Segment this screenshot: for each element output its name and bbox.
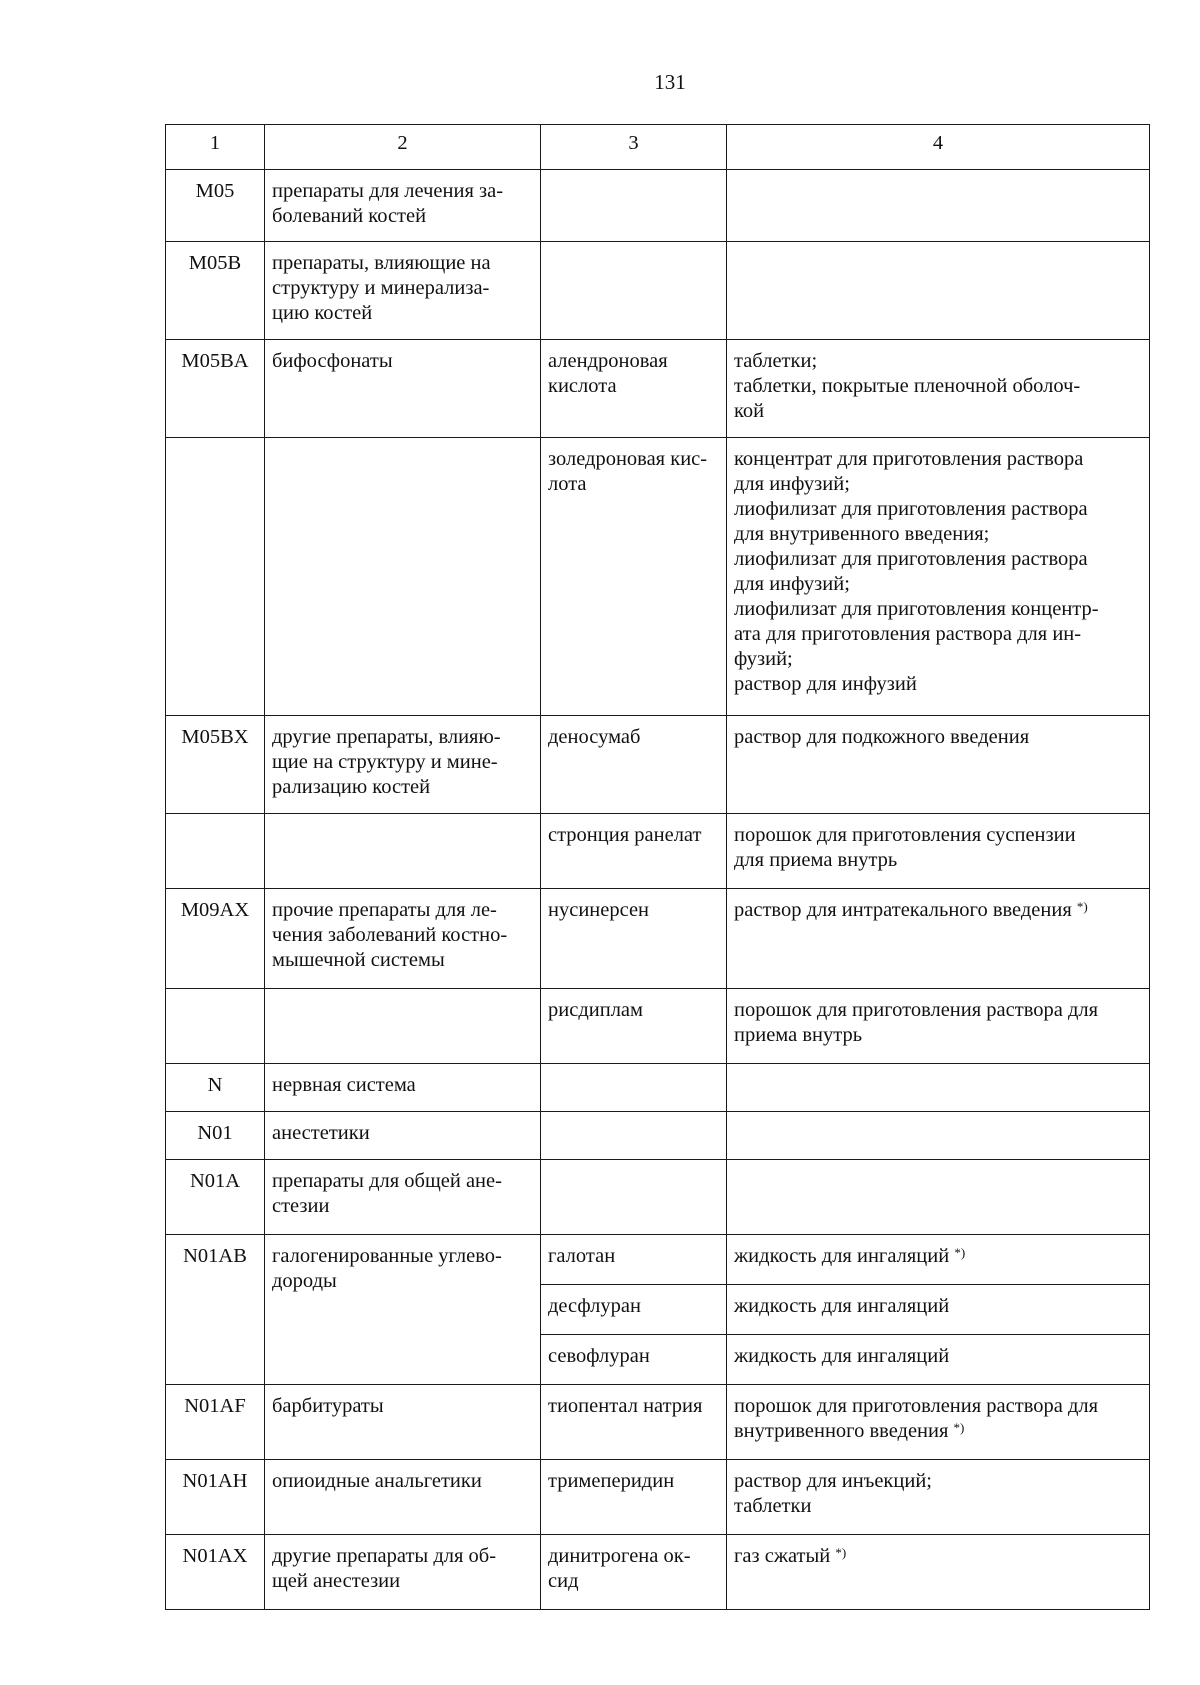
drug-name-cell: деносумаб bbox=[541, 716, 727, 814]
drug-name-cell bbox=[541, 1160, 727, 1235]
dosage-form: раствор для инъекций; bbox=[734, 1470, 932, 1492]
dosage-form: таблетки; bbox=[734, 350, 818, 372]
group-name-cell: препараты для общей ане- стезии bbox=[265, 1160, 541, 1235]
atc-code-cell: N01AH bbox=[166, 1460, 265, 1535]
dosage-form-text: раствор для интратекального введения bbox=[734, 899, 1072, 921]
table-row bbox=[166, 889, 1150, 989]
dosage-forms-cell bbox=[727, 989, 1150, 1064]
dosage-form bbox=[734, 1544, 1142, 1569]
drug-name-cell: алендроновая кислота bbox=[541, 340, 727, 438]
table-row bbox=[166, 438, 1150, 716]
dosage-forms-cell bbox=[727, 1160, 1150, 1235]
table-row bbox=[166, 242, 1150, 340]
dosage-form: лиофилизат для приготовления концентр- ата для приготовления раствора для ин- фузий; bbox=[734, 598, 1099, 670]
drug-name-cell bbox=[541, 242, 727, 340]
atc-code-cell: N01A bbox=[166, 1160, 265, 1235]
atc-code-cell: M05B bbox=[166, 242, 265, 340]
group-name-cell: нервная система bbox=[265, 1064, 541, 1112]
drug-name-cell: рисдиплам bbox=[541, 989, 727, 1064]
drug-name-cell: тиопентал натрия bbox=[541, 1385, 727, 1460]
drug-name-cell bbox=[541, 170, 727, 242]
group-name-cell bbox=[265, 989, 541, 1064]
atc-code-cell: M05 bbox=[166, 170, 265, 242]
group-name-cell: другие препараты, влияю- щие на структуру и мине- рализацию костей bbox=[265, 716, 541, 814]
column-header-1: 1 bbox=[166, 125, 265, 170]
atc-code-cell: N bbox=[166, 1064, 265, 1112]
atc-code-cell: N01 bbox=[166, 1112, 265, 1160]
footnote-mark: *) bbox=[835, 1545, 847, 1560]
dosage-forms-cell bbox=[727, 1460, 1150, 1535]
dosage-forms-cell bbox=[727, 242, 1150, 340]
dosage-forms-cell bbox=[727, 1235, 1150, 1285]
table-row bbox=[166, 340, 1150, 438]
drug-name-cell bbox=[541, 1064, 727, 1112]
column-header-2: 2 bbox=[265, 125, 541, 170]
drug-name-cell: десфлуран bbox=[541, 1285, 727, 1335]
dosage-form: порошок для приготовления суспензии для приема внутрь bbox=[734, 824, 1076, 871]
table-row bbox=[166, 716, 1150, 814]
dosage-form: лиофилизат для приготовления раствора для внутривенного введения; bbox=[734, 498, 1088, 545]
dosage-forms-cell bbox=[727, 1335, 1150, 1385]
drug-name-cell: стронция ранелат bbox=[541, 814, 727, 889]
atc-code-cell: M05BX bbox=[166, 716, 265, 814]
drug-classification-table bbox=[165, 124, 1150, 1610]
dosage-form-text: газ сжатый bbox=[734, 1545, 831, 1567]
dosage-forms-cell bbox=[727, 170, 1150, 242]
footnote-mark: *) bbox=[954, 1245, 966, 1260]
atc-code-cell: N01AF bbox=[166, 1385, 265, 1460]
table-row bbox=[166, 989, 1150, 1064]
column-header-3: 3 bbox=[541, 125, 727, 170]
dosage-forms-cell bbox=[727, 889, 1150, 989]
dosage-forms-cell bbox=[727, 1064, 1150, 1112]
dosage-forms-cell bbox=[727, 1112, 1150, 1160]
dosage-form: концентрат для приготовления раствора для инфузий; bbox=[734, 448, 1084, 495]
atc-code-cell: M05BA bbox=[166, 340, 265, 438]
group-name-cell: галогенированные углево- дороды bbox=[265, 1235, 541, 1385]
drug-name-cell: динитрогена ок- сид bbox=[541, 1535, 727, 1610]
group-name-cell: прочие препараты для ле- чения заболеваний костно- мышечной системы bbox=[265, 889, 541, 989]
table-row bbox=[166, 1385, 1150, 1460]
dosage-form bbox=[734, 1244, 1142, 1269]
page-number: 131 bbox=[654, 70, 686, 94]
group-name-cell: другие препараты для об- щей анестезии bbox=[265, 1535, 541, 1610]
group-name-cell: анестетики bbox=[265, 1112, 541, 1160]
table-header-row bbox=[166, 125, 1150, 170]
column-header-4: 4 bbox=[727, 125, 1150, 170]
dosage-form: порошок для приготовления раствора для внутривенного введения *) bbox=[734, 1395, 1099, 1442]
drug-name-cell: севофлуран bbox=[541, 1335, 727, 1385]
dosage-forms-cell bbox=[727, 340, 1150, 438]
drug-name-cell bbox=[541, 1112, 727, 1160]
drug-name-cell: золедроновая кис- лота bbox=[541, 438, 727, 716]
atc-code-cell bbox=[166, 989, 265, 1064]
atc-code-cell: M09AX bbox=[166, 889, 265, 989]
group-name-cell: препараты для лечения за- болеваний костей bbox=[265, 170, 541, 242]
table-row bbox=[166, 1112, 1150, 1160]
atc-code-cell bbox=[166, 438, 265, 716]
drug-name-cell: галотан bbox=[541, 1235, 727, 1285]
table-row bbox=[166, 1535, 1150, 1610]
dosage-form bbox=[734, 898, 1142, 923]
dosage-form: таблетки bbox=[734, 1495, 812, 1517]
atc-code-cell: N01AX bbox=[166, 1535, 265, 1610]
table-row bbox=[166, 814, 1150, 889]
table-row bbox=[166, 1064, 1150, 1112]
dosage-forms-cell bbox=[727, 716, 1150, 814]
dosage-forms-cell bbox=[727, 1385, 1150, 1460]
dosage-form: раствор для инфузий bbox=[734, 673, 917, 695]
atc-code-cell bbox=[166, 814, 265, 889]
group-name-cell: препараты, влияющие на структуру и минерализа- цию костей bbox=[265, 242, 541, 340]
table-row bbox=[166, 1160, 1150, 1235]
group-name-cell bbox=[265, 814, 541, 889]
group-name-cell bbox=[265, 438, 541, 716]
table-row bbox=[166, 1460, 1150, 1535]
dosage-form: порошок для приготовления раствора для приема внутрь bbox=[734, 999, 1099, 1046]
group-name-cell: бифосфонаты bbox=[265, 340, 541, 438]
table-row bbox=[166, 170, 1150, 242]
dosage-forms-cell bbox=[727, 814, 1150, 889]
group-name-cell: опиоидные анальгетики bbox=[265, 1460, 541, 1535]
drug-name-cell: нусинерсен bbox=[541, 889, 727, 989]
table-row bbox=[166, 1235, 1150, 1285]
dosage-form: жидкость для ингаляций bbox=[734, 1345, 950, 1367]
dosage-form: лиофилизат для приготовления раствора для инфузий; bbox=[734, 548, 1088, 595]
dosage-forms-cell bbox=[727, 1535, 1150, 1610]
dosage-form: жидкость для ингаляций bbox=[734, 1295, 950, 1317]
dosage-form-text: жидкость для ингаляций bbox=[734, 1245, 950, 1267]
dosage-form: таблетки, покрытые пленочной оболоч- кой bbox=[734, 375, 1081, 422]
atc-code-cell: N01AB bbox=[166, 1235, 265, 1385]
dosage-forms-cell bbox=[727, 438, 1150, 716]
dosage-forms-cell bbox=[727, 1285, 1150, 1335]
group-name-cell: барбитураты bbox=[265, 1385, 541, 1460]
footnote-mark: *) bbox=[953, 1420, 965, 1435]
dosage-form: раствор для подкожного введения bbox=[734, 726, 1030, 748]
footnote-mark: *) bbox=[1076, 899, 1088, 914]
drug-name-cell: тримеперидин bbox=[541, 1460, 727, 1535]
